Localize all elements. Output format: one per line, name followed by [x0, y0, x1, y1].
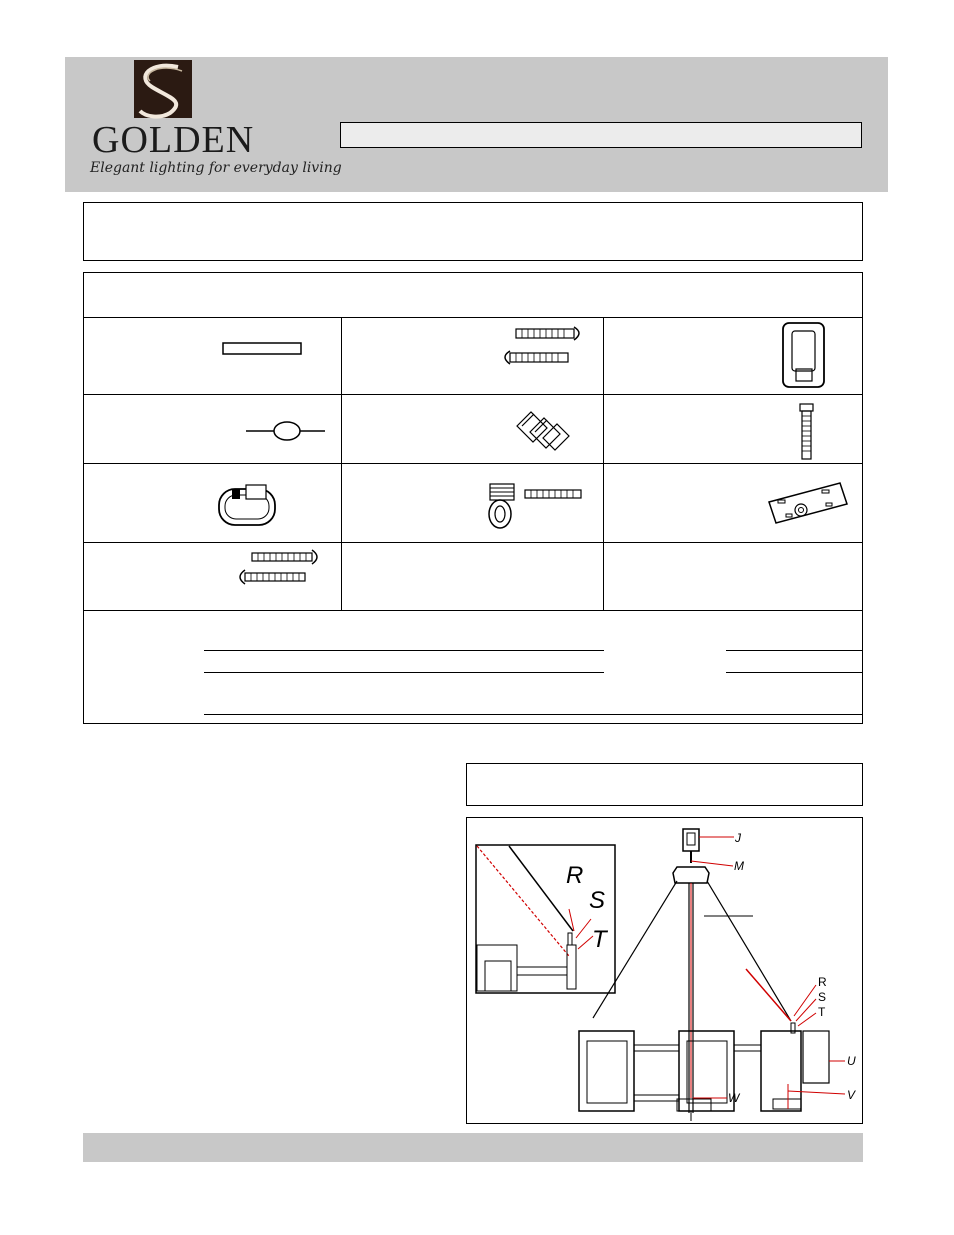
- step-heading-box: [466, 763, 863, 806]
- diagram-label-v: V: [847, 1088, 856, 1102]
- diagram-label-r: R: [818, 975, 827, 989]
- assembly-diagram: [466, 817, 863, 1124]
- diagram-label-u: U: [847, 1054, 856, 1068]
- canopy-bar-icon: [223, 343, 301, 354]
- diagram-label-t: T: [818, 1005, 826, 1019]
- footer-band: [83, 1133, 863, 1162]
- mounting-screws-icon: [240, 550, 317, 584]
- diagram-label-m: M: [734, 859, 744, 873]
- diagram-label-j: J: [735, 831, 741, 845]
- diagram-label-s: S: [818, 990, 827, 1004]
- crossbar-icon: [769, 483, 847, 523]
- inset-label-r: R: [566, 862, 584, 889]
- detail-inset: [476, 845, 615, 993]
- socket-housing-icon: [783, 323, 824, 387]
- chain-link-icon: [246, 422, 325, 440]
- chandelier-diagram-svg: [467, 818, 861, 1122]
- brand-tagline: Elegant lighting for everyday living: [90, 160, 342, 176]
- eye-bolt-icon: [489, 484, 581, 528]
- inset-label-t: T: [592, 926, 607, 953]
- screw-pair-icon: [505, 327, 579, 364]
- quick-link-icon: [219, 485, 275, 525]
- brand-name: GOLDEN: [92, 119, 255, 161]
- inset-label-s: S: [589, 887, 606, 914]
- threaded-nipple-icon: [800, 404, 813, 459]
- wire-connectors-icon: [517, 412, 569, 450]
- diagram-label-w: W: [728, 1091, 740, 1105]
